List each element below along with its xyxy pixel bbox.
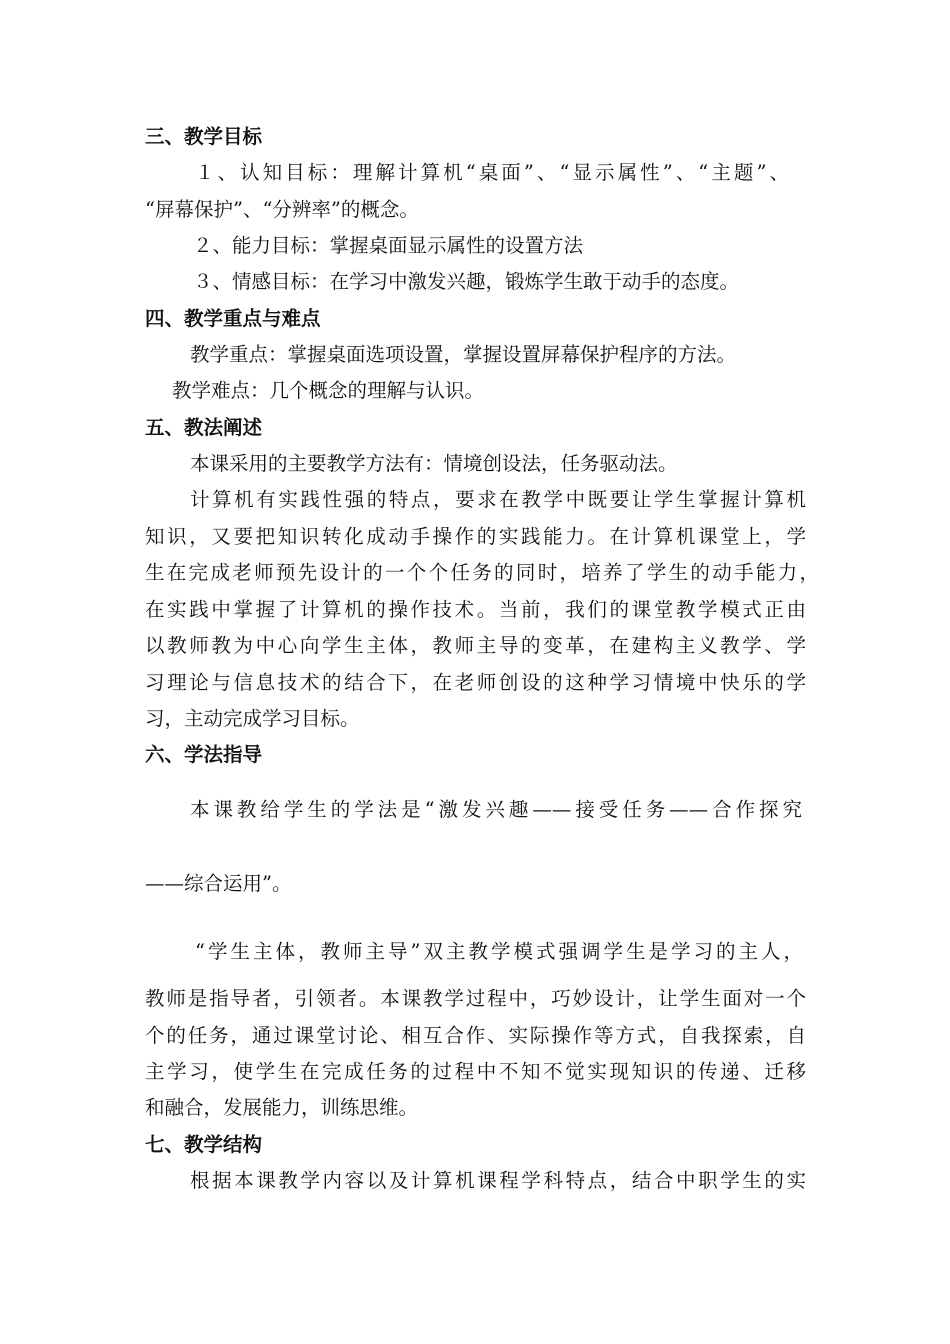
paragraph-line: 本课采用的主要教学方法有：情境创设法，任务驱动法。 (190, 452, 678, 475)
paragraph-line: １、认知目标：理解计算机“桌面”、“显示属性”、“主题”、 (195, 161, 789, 184)
section-heading-key-points: 四、教学重点与难点 (145, 307, 321, 330)
paragraph-line: 个的任务，通过课堂讨论、相互合作、实际操作等方式，自我探索，自 (145, 1024, 806, 1047)
paragraph-line: 计算机有实践性强的特点，要求在教学中既要让学生掌握计算机 (190, 488, 806, 511)
paragraph-line: 在实践中掌握了计算机的操作技术。当前，我们的课堂教学模式正由 (145, 598, 806, 621)
section-heading-teaching-methods: 五、教法阐述 (145, 416, 263, 439)
paragraph-line: 教学难点：几个概念的理解与认识。 (172, 379, 485, 402)
paragraph-line: “屏幕保护”、“分辨率”的概念。 (145, 198, 419, 221)
section-heading-objectives: 三、教学目标 (145, 125, 263, 148)
paragraph-line: ３、情感目标：在学习中激发兴趣，锻炼学生敢于动手的态度。 (193, 270, 740, 293)
paragraph-line: 知识，又要把知识转化成动手操作的实践能力。在计算机课堂上，学 (145, 525, 806, 548)
paragraph-line: 根据本课教学内容以及计算机课程学科特点，结合中职学生的实 (190, 1169, 806, 1192)
section-heading-teaching-structure: 七、教学结构 (145, 1133, 263, 1156)
paragraph-line: ——综合运用”。 (145, 872, 292, 895)
section-heading-learning-methods: 六、学法指导 (145, 743, 263, 766)
paragraph-line: 和融合，发展能力，训练思维。 (145, 1096, 419, 1119)
paragraph-line: 主学习，使学生在完成任务的过程中不知不觉实现知识的传递、迁移 (145, 1060, 806, 1083)
paragraph-line: 本课教给学生的学法是“激发兴趣——接受任务——合作探究 (190, 798, 802, 821)
paragraph-line: 生在完成老师预先设计的一个个任务的同时，培养了学生的动手能力， (145, 561, 819, 584)
paragraph-line: 习，主动完成学习目标。 (145, 707, 360, 730)
paragraph-line: 以教师教为中心向学生主体，教师主导的变革，在建构主义教学、学 (145, 634, 806, 657)
paragraph-line: “学生主体，教师主导”双主教学模式强调学生是学习的主人， (195, 940, 803, 963)
paragraph-line: 习理论与信息技术的结合下，在老师创设的这种学习情境中快乐的学 (145, 671, 806, 694)
paragraph-line: 教学重点：掌握桌面选项设置，掌握设置屏幕保护程序的方法。 (190, 343, 737, 366)
paragraph-line: 教师是指导者，引领者。本课教学过程中，巧妙设计，让学生面对一个 (145, 987, 806, 1010)
paragraph-line: ２、能力目标：掌握桌面显示属性的设置方法 (193, 234, 584, 257)
